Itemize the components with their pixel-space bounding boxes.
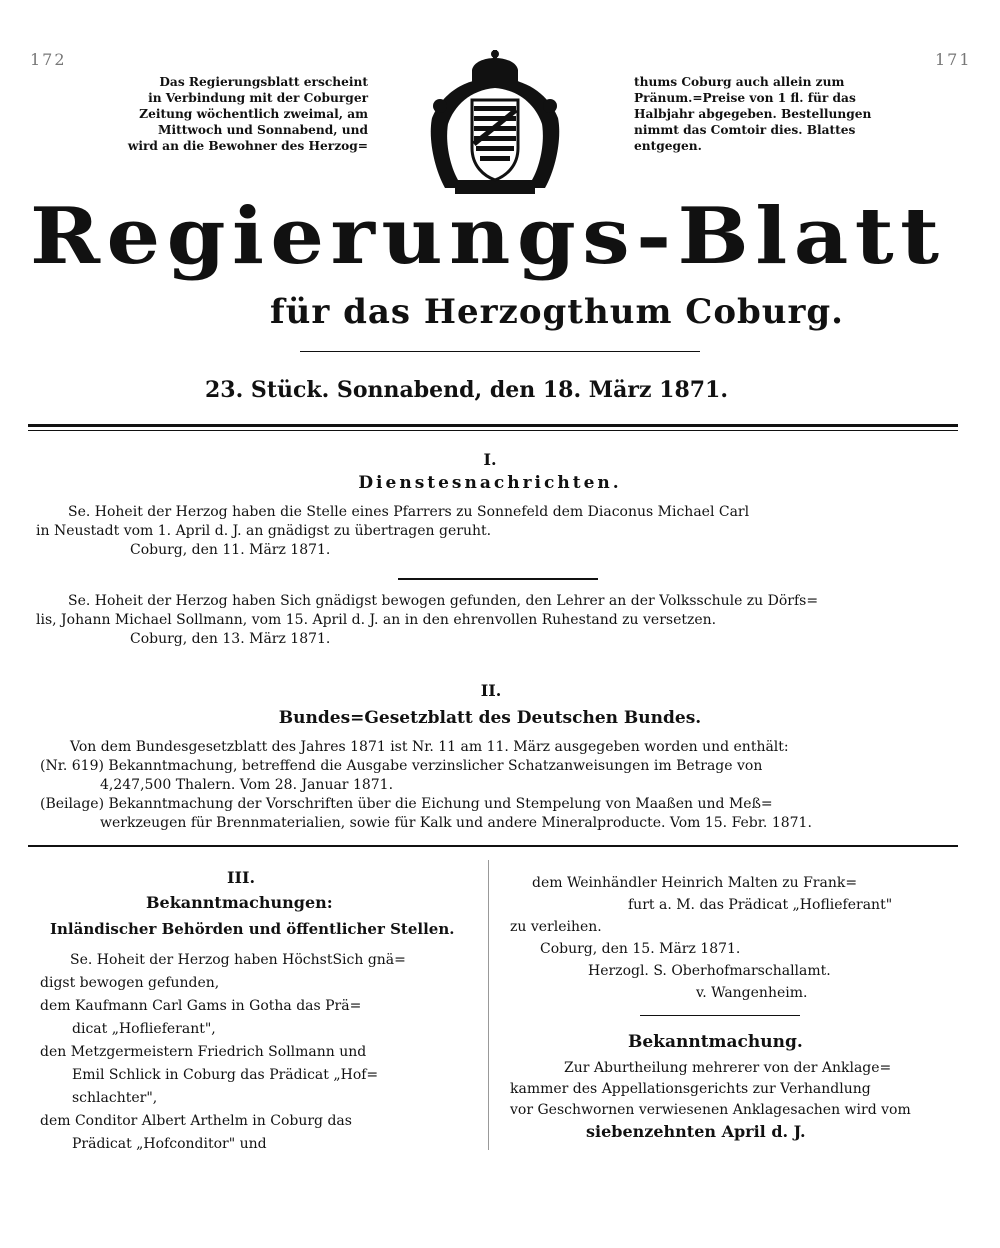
appointment-line: den Metzgermeistern Friedrich Sollmann und [40,1044,367,1060]
appointment-line: dicat „Hoflieferant", [72,1021,216,1037]
gazette-contents [40,738,812,833]
section-subheading: Inländischer Behörden und öffentlicher Stellen. [50,920,455,938]
appointment-date: Coburg, den 15. März 1871. [540,941,741,957]
appointment-line: Emil Schlick in Coburg das Prädicat „Hof= [72,1067,379,1083]
appointment-line: dem Weinhändler Heinrich Malten zu Frank= [532,875,858,891]
court-notice-line: Zur Aburtheilung mehrerer von der Anklage= [564,1060,892,1076]
appointment-line: zu verleihen. [510,919,602,935]
notice-date: Coburg, den 11. März 1871. [130,542,331,558]
header-left-line: Mittwoch und Sonnabend, und [158,123,368,137]
appointments-right [510,872,892,1004]
gazette-line: werkzeugen für Brennmaterialien, sowie für Kalk und andere Mineralproducte. Vom 15. Febr. 1871. [100,815,812,831]
notice-date: Coburg, den 13. März 1871. [130,631,331,647]
page-number-right: 171 [935,50,972,69]
gazette-line: (Beilage) Bekanntmachung der Vorschriften über die Eichung und Stempelung von Maaßen und Meß= [40,796,773,812]
court-notice-line: siebenzehnten April d. J. [586,1122,806,1141]
section-heading: Bundes=Gesetzblatt des Deutschen Bundes. [278,708,702,728]
notice-line: lis, Johann Michael Sollmann, vom 15. April d. J. an in den ehrenvollen Ruhestand zu versetzen. [36,612,717,628]
header-left-line: in Verbindung mit der Coburger [148,91,368,105]
masthead-subtitle: für das Herzogthum Coburg. [270,292,845,332]
notice-line: Se. Hoheit der Herzog haben Sich gnädigst bewogen gefunden, den Lehrer an der Volksschule zu Dörfs= [68,593,819,609]
divider [300,351,700,352]
court-notice-line: kammer des Appellationsgerichts zur Verhandlung [510,1081,871,1097]
issuing-office: Herzogl. S. Oberhofmarschallamt. [588,963,831,979]
divider [28,430,958,431]
section-heading: Bekanntmachungen: [146,893,333,912]
notice-line: in Neustadt vom 1. April d. J. an gnädigst zu übertragen geruht. [36,523,492,539]
column-divider [488,860,489,1150]
masthead-title: Regierungs-Blatt [30,191,946,282]
appointment-line: furt a. M. das Prädicat „Hoflieferant" [628,897,893,913]
section-number: II. [480,681,502,700]
header-right-line: thums Coburg auch allein zum [634,75,845,89]
section-heading: Dienstesnachrichten. [358,473,622,493]
court-notice-line: vor Geschwornen verwiesenen Anklagesachen wird vom [510,1102,911,1118]
appointment-line: schlachter", [72,1090,158,1106]
appointment-line: digst bewogen gefunden, [40,975,220,991]
coat-of-arms-icon [420,48,570,203]
appointments-left [40,949,406,1156]
appointment-line: Prädicat „Hofconditor" und [72,1136,267,1152]
gazette-line: (Nr. 619) Bekanntmachung, betreffend die Ausgabe verzinslicher Schatzanweisungen im Betrage von [40,758,763,774]
header-right-line: nimmt das Comtoir dies. Blattes [634,123,856,137]
appointment-line: dem Kaufmann Carl Gams in Gotha das Prä= [40,998,362,1014]
signature: v. Wangenheim. [696,985,808,1001]
header-left-line: wird an die Bewohner des Herzog= [127,139,368,153]
header-right-line: entgegen. [634,139,702,153]
issue-line: 23. Stück. Sonnabend, den 18. März 1871. [205,377,729,403]
court-notice [510,1058,911,1142]
divider [28,424,958,427]
header-left-line: Das Regierungsblatt erscheint [159,75,368,89]
divider [640,1015,800,1016]
notice-heading: Bekanntmachung. [628,1032,803,1052]
appointment-line: Se. Hoheit der Herzog haben HöchstSich gnä= [70,952,406,968]
section-number: III. [226,868,256,887]
divider [398,578,598,580]
divider [28,845,958,847]
page-number-left: 172 [30,50,67,69]
appointment-line: dem Conditor Albert Arthelm in Coburg das [40,1113,352,1129]
header-info-left [40,74,368,154]
gazette-line: 4,247,500 Thalern. Vom 28. Januar 1871. [100,777,394,793]
section-number: I. [483,450,497,469]
notice [36,503,749,560]
header-info-right [634,74,934,154]
header-right-line: Halbjahr abgegeben. Bestellungen [634,107,872,121]
notice-line: Se. Hoheit der Herzog haben die Stelle eines Pfarrers zu Sonnefeld dem Diaconus Michael Carl [68,504,750,520]
header-left-line: Zeitung wöchentlich zweimal, am [139,107,368,121]
gazette-line: Von dem Bundesgesetzblatt des Jahres 1871 ist Nr. 11 am 11. März ausgegeben worden und enthält: [70,739,789,755]
notice [36,592,818,649]
header-right-line: Pränum.=Preise von 1 fl. für das [634,91,856,105]
